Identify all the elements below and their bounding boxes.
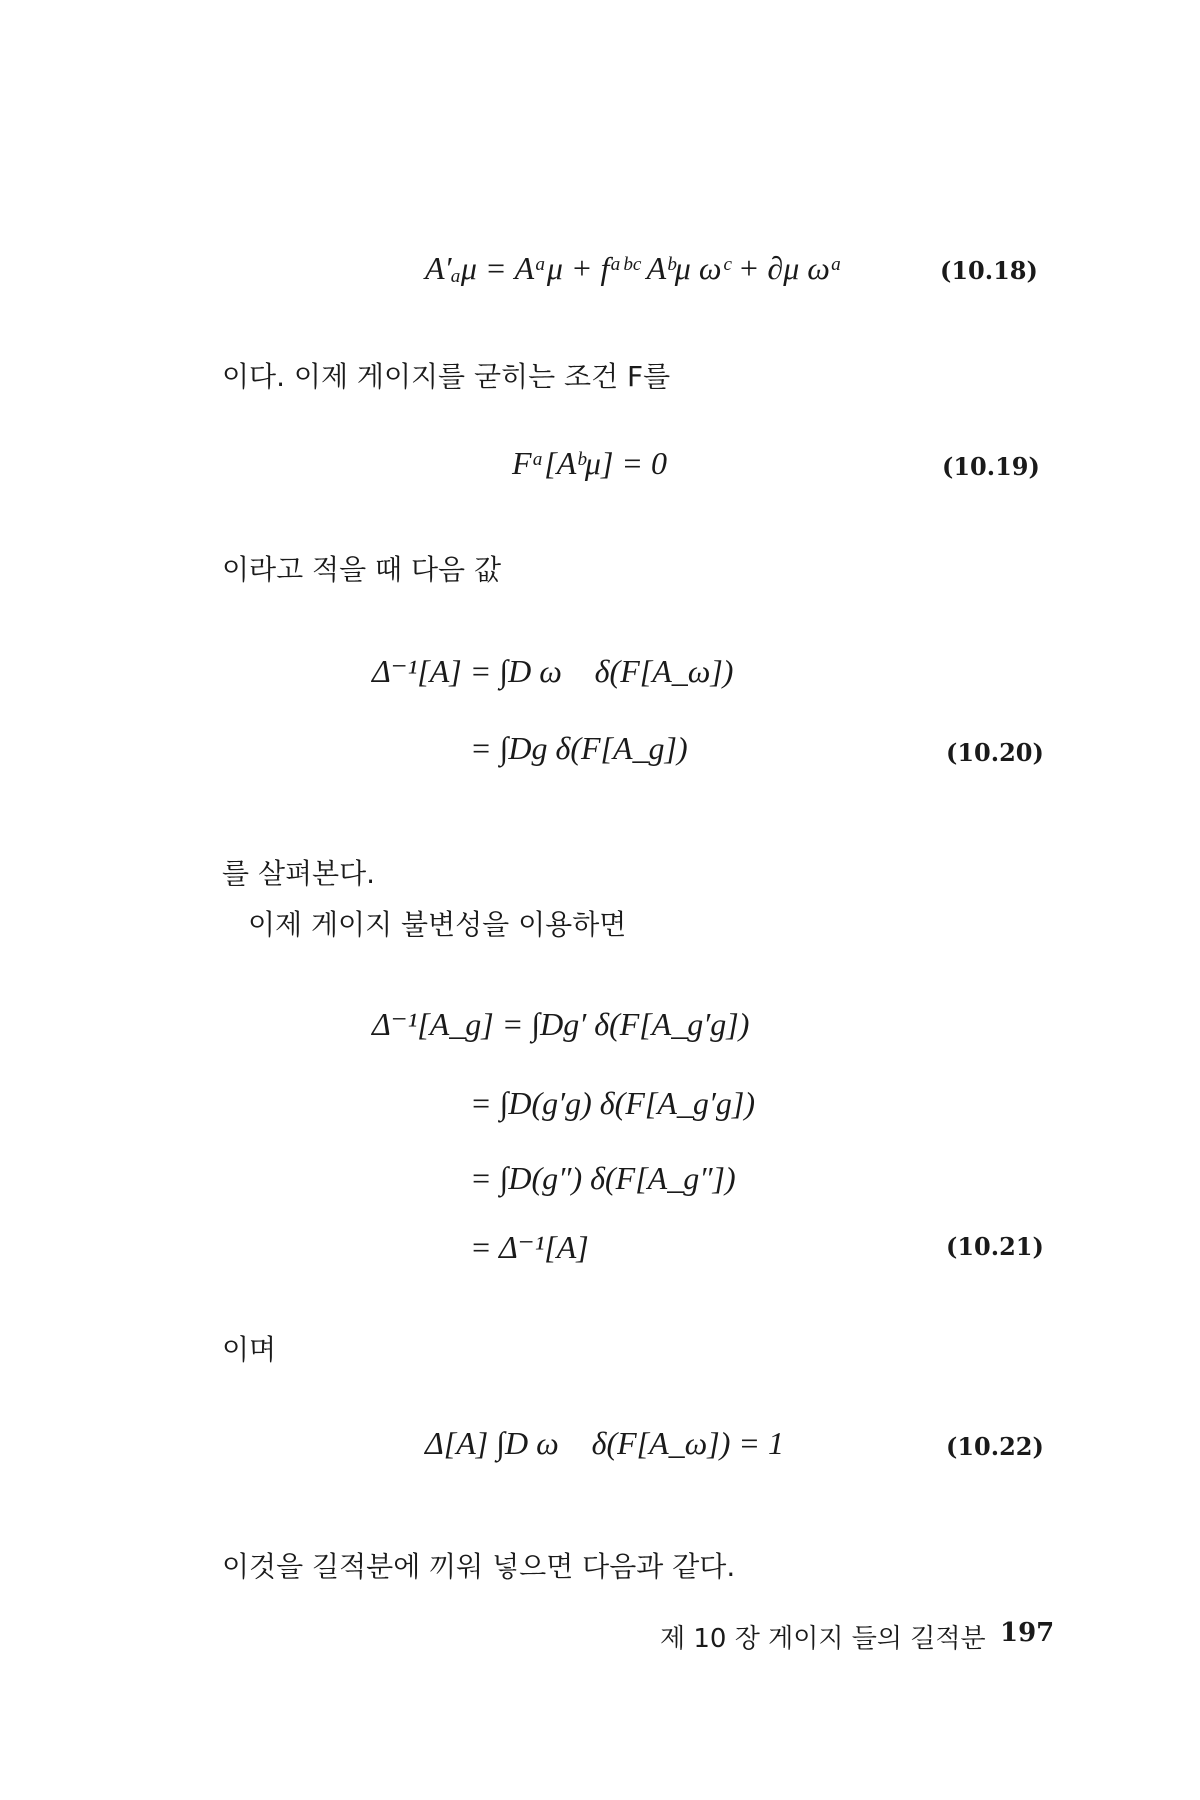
paragraph-text: 이다. 이제 게이지를 굳히는 조건 F를 [222,360,671,393]
equation-10-21-line-2: = ∫D(g′g) δ(F[A_g′g]) [470,1085,755,1121]
running-footer-chapter: 제 10 장 게이지 들의 길적분 [660,1624,986,1654]
paragraph-text: 이라고 적을 때 다음 값 [222,553,502,586]
equation-10-22: Δ[A] ∫D ω⃗ δ(F[A_ω]) = 1 [425,1425,784,1461]
equation-10-20-line-2: = ∫Dg δ(F[A_g]) [470,730,688,766]
page-number: 197 [1000,1618,1055,1648]
equation-10-18: A′ₐμ = Aᵃμ + fᵃᵇᶜ Aᵇμ ωᶜ + ∂μ ωᵃ [425,250,843,286]
equation-number-10-18: (10.18) [940,256,1038,285]
equation-10-21-line-1: Δ⁻¹[A_g] = ∫Dg′ δ(F[A_g′g]) [372,1006,750,1042]
equation-number-10-20: (10.20) [946,738,1044,767]
equation-number-10-22: (10.22) [946,1432,1044,1461]
equation-10-20-line-1: Δ⁻¹[A] = ∫D ω⃗ δ(F[A_ω]) [372,653,734,689]
equation-number-10-21: (10.21) [946,1232,1044,1261]
equation-10-19: Fᵃ[Aᵇμ] = 0 [512,445,668,481]
paragraph-text: 이것을 길적분에 끼워 넣으면 다음과 같다. [222,1550,736,1583]
equation-number-10-19: (10.19) [942,452,1040,481]
equation-10-21-line-4: = Δ⁻¹[A] [470,1229,589,1265]
equation-10-21-line-3: = ∫D(g″) δ(F[A_g″]) [470,1160,736,1196]
paragraph-text: 이며 [222,1333,277,1366]
paragraph-text: 이제 게이지 불변성을 이용하면 [248,908,627,941]
paragraph-text: 를 살펴본다. [222,857,376,890]
